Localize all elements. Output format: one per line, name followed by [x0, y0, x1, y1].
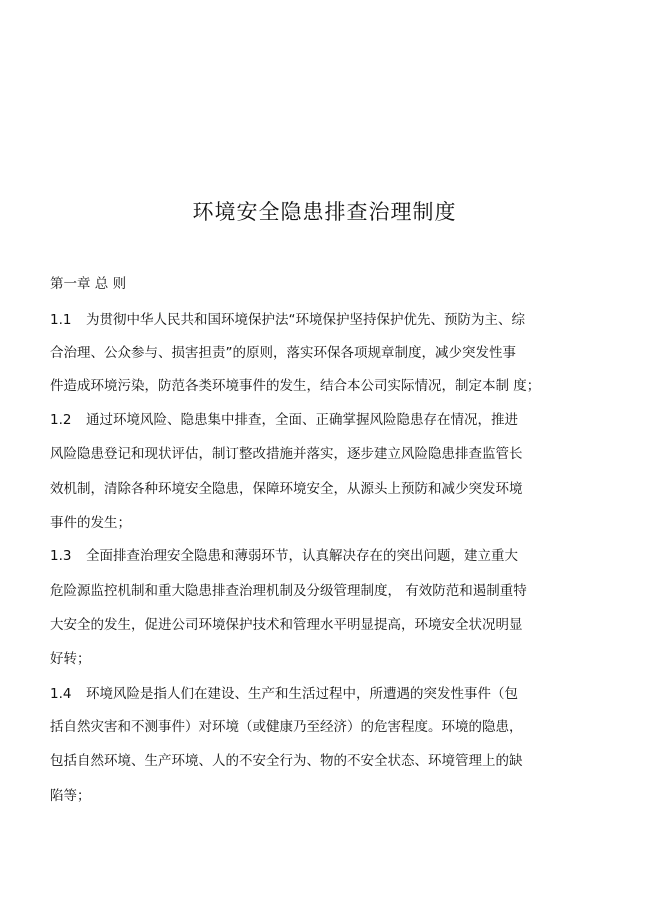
document-title: 环境安全隐患排查治理制度	[192, 200, 457, 224]
paragraph-line: 陷等；	[50, 788, 91, 804]
section-1-1-line-1	[50, 309, 525, 331]
paragraph-line: 合治理、公众参与、损害担责”的原则，落实环保各项规章制度，减少突发性事	[50, 345, 516, 361]
chapter-heading: 第一章 总 则	[50, 276, 127, 292]
section-number: 1.2	[50, 412, 72, 428]
paragraph-line: 大安全的发生，促进公司环境保护技术和管理水平明显提高，环境安全状况明显	[50, 617, 523, 633]
paragraph-line: 事件的发生；	[50, 515, 131, 531]
section-number: 1.3	[50, 548, 72, 564]
section-1-4-line-1	[50, 683, 518, 705]
section-1-3-line-1	[50, 545, 518, 567]
section-number: 1.4	[50, 686, 72, 702]
paragraph-line: 风险隐患登记和现状评估，制订整改措施并落实，逐步建立风险隐患排查监管长	[50, 446, 523, 462]
paragraph-line: 危险源监控机制和重大隐患排查治理机制及分级管理制度， 有效防范和遏制重特	[50, 583, 527, 599]
paragraph-text: 全面排查治理安全隐患和薄弱环节，认真解决存在的突出问题，建立重大	[86, 548, 518, 564]
section-1-2-line-1	[50, 409, 518, 431]
paragraph-line: 效机制，清除各种环境安全隐患，保障环境安全，从源头上预防和减少突发环境	[50, 481, 523, 497]
paragraph-line: 好转；	[50, 651, 91, 667]
paragraph-text: 通过环境风险、隐患集中排查，全面、正确掌握风险隐患存在情况，推进	[86, 412, 518, 428]
paragraph-line: 件造成环境污染，防范各类环境事件的发生，结合本公司实际情况，制定本制 度；	[50, 378, 541, 394]
paragraph-line: 包括自然环境、生产环境、人的不安全行为、物的不安全状态、环境管理上的缺	[50, 753, 523, 769]
paragraph-text: 环境风险是指人们在建设、生产和生活过程中，所遭遇的突发性事件（包	[86, 686, 518, 702]
section-number: 1.1	[50, 312, 72, 328]
paragraph-line: 括自然灾害和不测事件）对环境（或健康乃至经济）的危害程度。环境的隐患，	[50, 719, 523, 735]
paragraph-text: 为贯彻中华人民共和国环境保护法“环境保护坚持保护优先、预防为主、综	[86, 312, 525, 328]
